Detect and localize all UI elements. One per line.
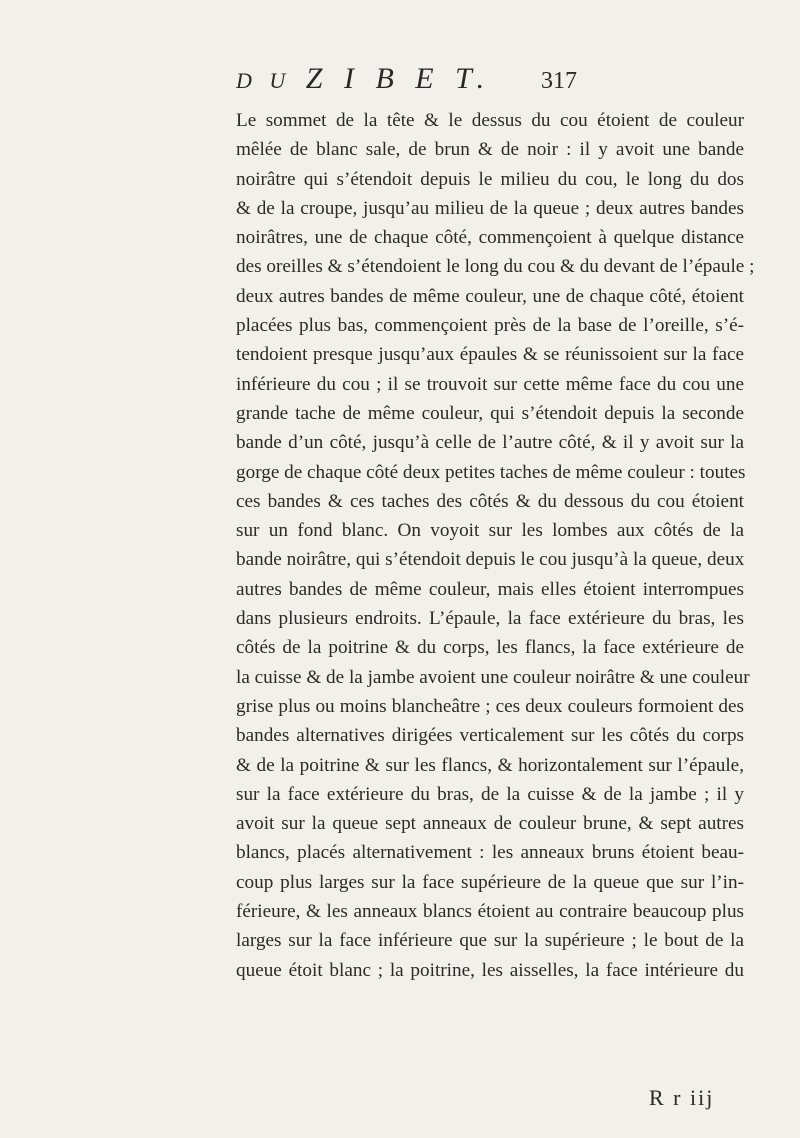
running-title-name: Z I B E T.: [305, 62, 492, 95]
text-line: noirâtre qui s’étendoit depuis le milieu du cou, le long du dos: [236, 168, 744, 190]
text-line: & de la croupe, jusqu’au milieu de la queue ; deux autres bandes: [236, 197, 744, 219]
text-line: dans plusieurs endroits. L’épaule, la face extérieure du bras, les: [236, 608, 744, 630]
text-line: sur un fond blanc. On voyoit sur les lombes aux côtés de la: [236, 520, 744, 542]
running-title: [236, 62, 491, 96]
text-line: la cuisse & de la jambe avoient une couleur noirâtre & une couleur: [236, 666, 750, 688]
body-text: [236, 106, 755, 985]
text-line: bande noirâtre, qui s’étendoit depuis le cou jusqu’à la queue, deux: [236, 549, 745, 571]
text-line: des oreilles & s’étendoient le long du cou & du devant de l’épaule ;: [236, 256, 755, 278]
text-line: gorge de chaque côté deux petites taches de même couleur : toutes: [236, 461, 746, 483]
text-line: tendoient presque jusqu’aux épaules & se réunissoient sur la face: [236, 344, 744, 366]
text-line: & de la poitrine & sur les flancs, & horizontalement sur l’épaule,: [236, 754, 744, 776]
page-number: 317: [541, 68, 577, 94]
text-line: deux autres bandes de même couleur, une de chaque côté, étoient: [236, 285, 744, 307]
text-line: Le sommet de la tête & le dessus du cou étoient de couleur: [236, 110, 744, 131]
text-line: larges sur la face inférieure que sur la supérieure ; le bout de la: [236, 930, 744, 952]
text-line: autres bandes de même couleur, mais elles étoient interrompues: [236, 578, 744, 600]
text-line: côtés de la poitrine & du corps, les flancs, la face extérieure de: [236, 637, 744, 659]
text-line: grise plus ou moins blancheâtre ; ces deux couleurs formoient des: [236, 695, 744, 717]
text-line: férieure, & les anneaux blancs étoient au contraire beaucoup plus: [236, 901, 744, 923]
signature-mark: R r iij: [649, 1085, 715, 1110]
text-line: ces bandes & ces taches des côtés & du dessous du cou étoient: [236, 490, 744, 512]
text-line: bande d’un côté, jusqu’à celle de l’autre côté, & il y avoit sur la: [236, 432, 744, 454]
text-line: sur la face extérieure du bras, de la cuisse & de la jambe ; il y: [236, 783, 744, 805]
text-line: coup plus larges sur la face supérieure de la queue que sur l’in-: [236, 871, 744, 893]
text-line: placées plus bas, commençoient près de la base de l’oreille, s’é-: [236, 315, 744, 337]
text-line: inférieure du cou ; il se trouvoit sur cette même face du cou une: [236, 373, 744, 395]
text-line: blancs, placés alternativement : les anneaux bruns étoient beau-: [236, 842, 744, 864]
text-line: grande tache de même couleur, qui s’étendoit depuis la seconde: [236, 402, 744, 424]
text-line: avoit sur la queue sept anneaux de couleur brune, & sept autres: [236, 813, 744, 835]
text-line: mêlée de blanc sale, de brun & de noir : il y avoit une bande: [236, 139, 744, 161]
running-title-prefix: D U: [236, 68, 292, 93]
text-line: noirâtres, une de chaque côté, commençoient à quelque distance: [236, 227, 744, 249]
text-line: queue étoit blanc ; la poitrine, les aisselles, la face intérieure du: [236, 959, 744, 981]
text-line: bandes alternatives dirigées verticalement sur les côtés du corps: [236, 725, 744, 747]
